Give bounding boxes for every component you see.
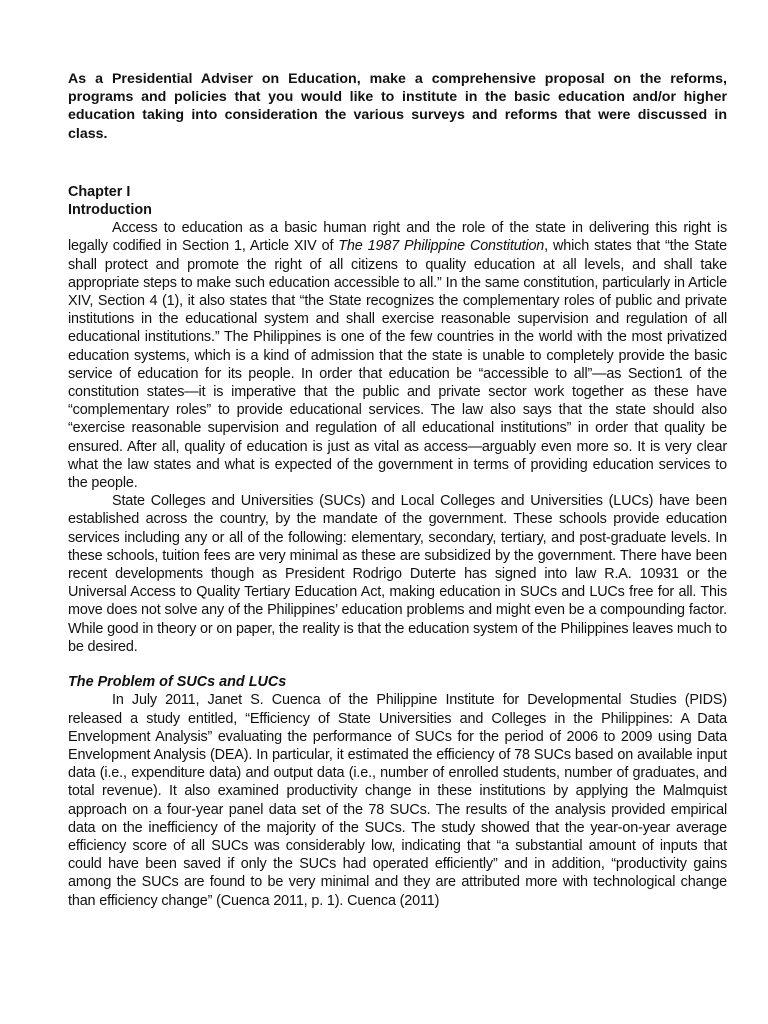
constitution-citation: The 1987 Philippine Constitution <box>338 238 545 255</box>
section-paragraph-1: In July 2011, Janet S. Cuenca of the Philippine Institute for Developmental Studies (PIDS) released a study entitled, “Efficiency of State Universities and Colleges in the Philippines: A Data Envelopment Analysis” evaluating the performance of SUCs for the period of 2006 to 2009 using Data Envelopment Analysis (DEA). In particular, it estimated the efficiency of 78 SUCs based on available input data (i.e., expenditure data) and output data (i.e., number of enrolled students, number of graduates, and total revenue). It also examined productivity change in these institutions by applying the Malmquist approach on a four-year panel data set of the 78 SUCs. The results of the analysis provided empirical data on the inefficiency of the majority of the SUCs. The study showed that the year-on-year average efficiency score of all SUCs was considerably low, indicating that “a substantial amount of inputs that could have been saved if only the SUCs had operated efficiently” and in addition, “productivity gains among the SUCs are found to be very minimal and they are attributed more with technological change than efficiency change” (Cuenca 2011, p. 1). Cuenca (2011) <box>68 692 727 909</box>
intro-paragraph-2: State Colleges and Universities (SUCs) and Local Colleges and Universities (LUCs) have been established across the country, by the mandate of the government. These schools provide education services including any or all of the following: elementary, secondary, tertiary, and post-graduate levels. In these schools, tuition fees are very minimal as these are subsidized by the government. There have been recent developments though as President Rodrigo Duterte has signed into law R.A. 10931 or the Universal Access to Quality Tertiary Education Act, making education in SUCs and LUCs free for all. This move does not solve any of the Philippines’ education problems and might even be a compounding factor. While good in theory or on paper, the reality is that the education system of the Philippines leaves much to be desired. <box>68 493 727 655</box>
intro-text-b: , which states that “the State shall protect and promote the right of all citizens to quality education at all levels, and shall take appropriate steps to make such education accessible to all.” In the same constitution, particularly in Article XIV, Section 4 (1), it also states that “the State recognizes the complementary roles of public and private institutions in the educational system and shall exercise reasonable supervision and regulation of all educational institutions.” The Philippines is one of the few countries in the world with the most privatized education systems, which is a kind of admission that the state is unable to completely provide the basic service of education for its people. In order that education be “accessible to all”—as Section1 of the constitution states—it is imperative that the public and private sector work together as these have “complementary roles” to provide educational services. The law also says that the state should also “exercise reasonable supervision and regulation of all educational institutions” in order that quality be ensured. After all, quality of education is just as vital as access—arguably even more so. It is very clear what the law states and what is expected of the government in terms of providing education services to the people. <box>68 238 728 492</box>
chapter-title: Introduction <box>68 202 152 219</box>
chapter-label: Chapter I <box>68 183 131 200</box>
section-title: The Problem of SUCs and LUCs <box>68 674 287 691</box>
document-page <box>68 70 727 910</box>
assignment-prompt: As a Presidential Adviser on Education, make a comprehensive proposal on the reforms, programs and policies that you would like to institute in the basic education and/or higher education taking into consideration the various surveys and reforms that were discussed in class. <box>68 71 727 142</box>
intro-paragraph-1 <box>68 219 727 492</box>
intro-text-a: Access to education as a basic human right and the role of the state in delivering this right is legally codified in Section 1, Article XIV of <box>68 220 727 255</box>
